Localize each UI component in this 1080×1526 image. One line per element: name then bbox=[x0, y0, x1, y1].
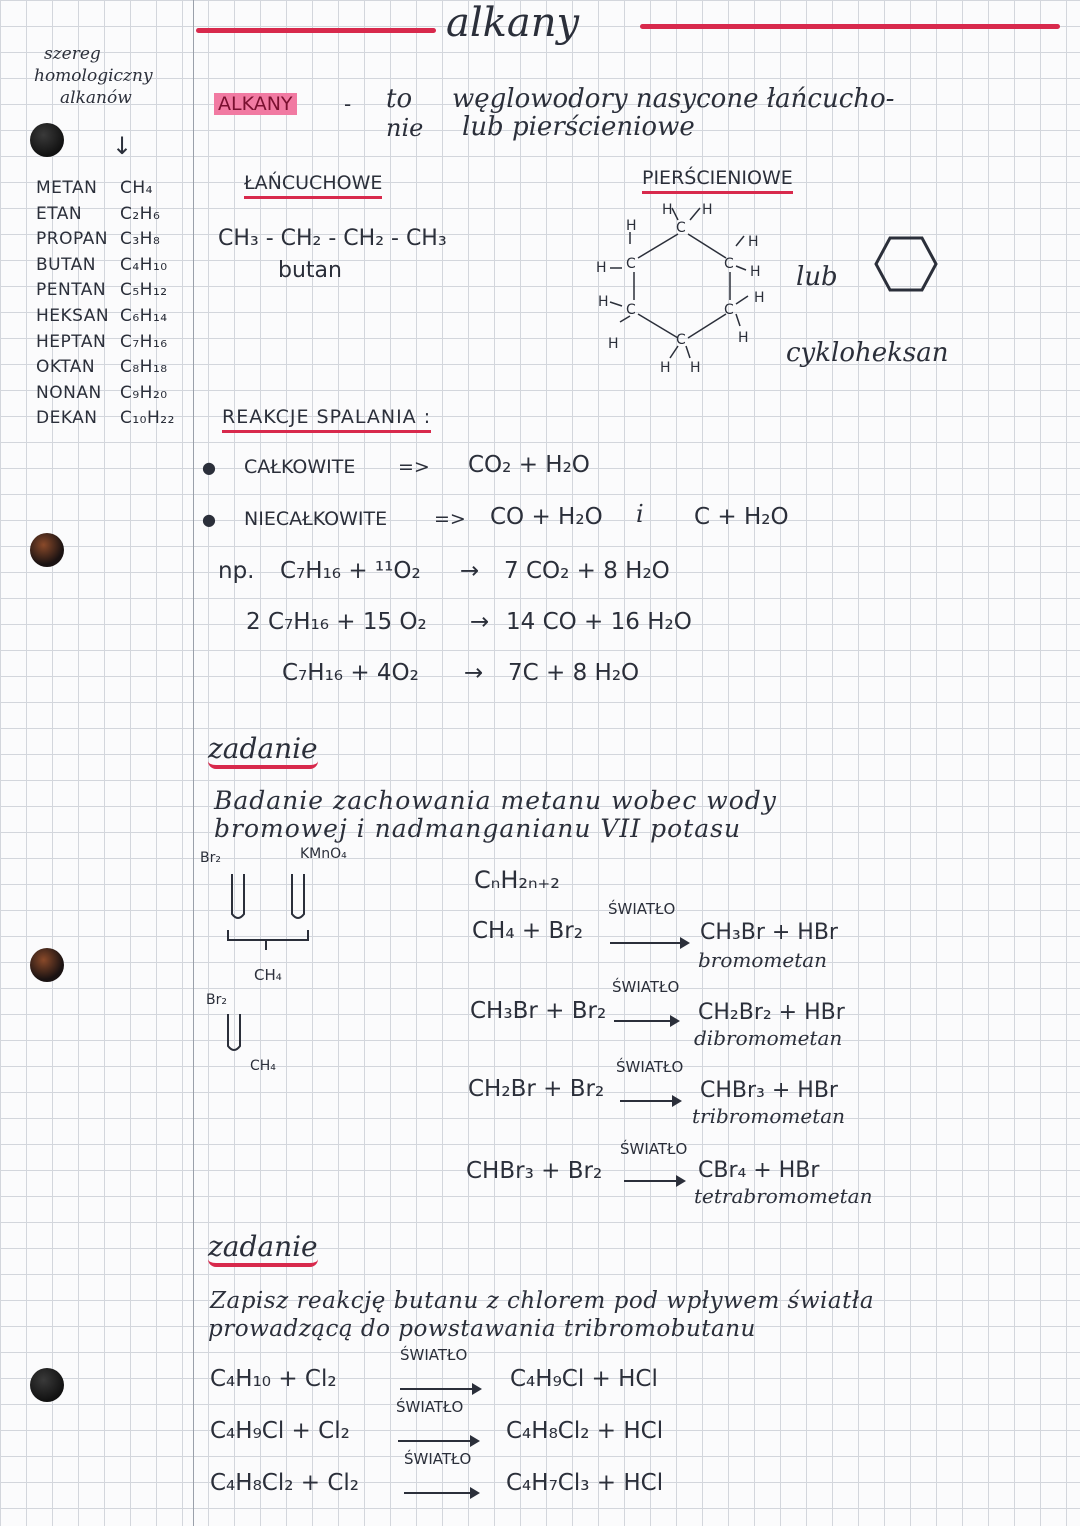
reaction-left: C₄H₉Cl + Cl₂ bbox=[210, 1418, 350, 1444]
reaction-row bbox=[210, 1450, 730, 1506]
eq1-left: C₇H₁₆ + ¹¹O₂ bbox=[280, 558, 421, 584]
ring-atom-h: H bbox=[662, 202, 673, 218]
product-name: dibromometan bbox=[694, 1026, 843, 1050]
reaction-row bbox=[472, 896, 892, 972]
cyclohexane-structural-diagram bbox=[590, 196, 780, 380]
binder-hole bbox=[30, 123, 64, 157]
sketch-br2b-label: Br₂ bbox=[206, 992, 227, 1008]
chain-heading: ŁAŃCUCHOWE bbox=[244, 172, 382, 199]
margin-line bbox=[193, 0, 194, 1526]
list-item: ETAN C₂H₆ bbox=[36, 203, 161, 224]
term-alkany: ALKANY bbox=[214, 93, 297, 115]
eq2-left: 2 C₇H₁₆ + 15 O₂ bbox=[246, 609, 427, 635]
light-label: ŚWIATŁO bbox=[620, 1140, 688, 1158]
eq1-right: 7 CO₂ + 8 H₂O bbox=[504, 558, 670, 584]
ring-atom-c: C bbox=[676, 332, 686, 348]
eq2-right: 14 CO + 16 H₂O bbox=[506, 609, 692, 635]
incomplete-products-alt: C + H₂O bbox=[694, 504, 789, 530]
reaction-right: C₄H₇Cl₃ + HCl bbox=[506, 1470, 664, 1496]
task1-text-line2: bromowej i nadmanganianu VII potasu bbox=[214, 814, 742, 843]
ring-atom-c: C bbox=[724, 302, 734, 318]
reaction-left: C₄H₁₀ + Cl₂ bbox=[210, 1366, 337, 1392]
reaction-left: CH₂Br + Br₂ bbox=[468, 1076, 605, 1102]
combustion-heading: REAKCJE SPALANIA : bbox=[222, 406, 431, 433]
sketch-kmno4-label: KMnO₄ bbox=[300, 846, 347, 862]
reaction-right: CH₂Br₂ + HBr bbox=[698, 1000, 845, 1025]
arrow-icon bbox=[398, 1430, 478, 1449]
list-item: NONAN C₉H₂₀ bbox=[36, 382, 168, 403]
list-item: METAN CH₄ bbox=[36, 178, 153, 198]
arrow-icon bbox=[624, 1170, 684, 1189]
incomplete-label: NIECAŁKOWITE bbox=[244, 508, 388, 530]
hexagon-icon bbox=[874, 234, 938, 294]
incomplete-arrow: => bbox=[434, 508, 466, 530]
cyclohexane-label: cykloheksan bbox=[786, 338, 949, 368]
ring-atom-h: H bbox=[660, 360, 671, 376]
complete-products: CO₂ + H₂O bbox=[468, 452, 590, 478]
ring-atom-h: H bbox=[748, 234, 759, 250]
reaction-left: CH₃Br + Br₂ bbox=[470, 998, 607, 1024]
bullet-icon: ● bbox=[202, 510, 216, 529]
ring-atom-c: C bbox=[676, 220, 686, 236]
reaction-row bbox=[210, 1398, 730, 1454]
reaction-right: CHBr₃ + HBr bbox=[700, 1078, 838, 1103]
ring-atom-h: H bbox=[626, 218, 637, 234]
ring-atom-h: H bbox=[702, 202, 713, 218]
eq3-right: 7C + 8 H₂O bbox=[508, 660, 640, 686]
arrow-icon bbox=[610, 932, 688, 951]
task2-text-line2: prowadzącą do powstawania tribromobutanu bbox=[208, 1316, 756, 1342]
butane-structural-formula: CH₃ - CH₂ - CH₂ - CH₃ bbox=[218, 226, 447, 251]
or-label: lub bbox=[796, 262, 838, 292]
eq3-left: C₇H₁₆ + 4O₂ bbox=[282, 660, 419, 686]
title-rule-right bbox=[640, 24, 1060, 29]
incomplete-products: CO + H₂O bbox=[490, 504, 603, 530]
task1-text-line1: Badanie zachowania metanu wobec wody bbox=[214, 786, 777, 815]
title-rule-left bbox=[196, 28, 436, 33]
eq3-arrow: → bbox=[464, 660, 484, 686]
ring-atom-h: H bbox=[596, 260, 607, 276]
sketch-br2-label: Br₂ bbox=[200, 850, 221, 866]
complete-arrow: => bbox=[398, 456, 430, 478]
definition-dash: - bbox=[344, 92, 352, 116]
light-label: ŚWIATŁO bbox=[400, 1346, 468, 1364]
reaction-left: CH₄ + Br₂ bbox=[472, 918, 583, 944]
ring-atom-h: H bbox=[754, 290, 765, 306]
reaction-left: CHBr₃ + Br₂ bbox=[466, 1158, 603, 1184]
eq1-arrow: → bbox=[460, 558, 480, 584]
and-label: i bbox=[636, 500, 644, 528]
margin-note-line1: szereg bbox=[44, 44, 101, 64]
definition-nie: nie bbox=[386, 114, 424, 142]
sketch-ch4-label: CH₄ bbox=[254, 966, 282, 984]
ring-atom-c: C bbox=[626, 302, 636, 318]
bullet-icon: ● bbox=[202, 458, 216, 477]
ring-atom-h: H bbox=[750, 264, 761, 280]
list-item: PENTAN C₅H₁₂ bbox=[36, 280, 168, 301]
reaction-row bbox=[466, 1138, 906, 1218]
example-prefix: np. bbox=[218, 558, 255, 584]
binder-hole bbox=[30, 533, 64, 567]
arrow-icon bbox=[614, 1010, 678, 1029]
arrow-icon bbox=[400, 1378, 480, 1397]
light-label: ŚWIATŁO bbox=[616, 1058, 684, 1076]
light-label: ŚWIATŁO bbox=[396, 1398, 464, 1416]
reaction-row bbox=[468, 1056, 888, 1126]
complete-label: CAŁKOWITE bbox=[244, 456, 356, 478]
reaction-left: C₄H₈Cl₂ + Cl₂ bbox=[210, 1470, 360, 1496]
list-item: HEPTAN C₇H₁₆ bbox=[36, 331, 168, 352]
arrow-icon bbox=[620, 1090, 680, 1109]
definition-text-line1: węglowodory nasycone łańcucho- bbox=[452, 84, 895, 114]
list-item: DEKAN C₁₀H₂₂ bbox=[36, 408, 175, 429]
definition-text-line2: lub pierścieniowe bbox=[462, 112, 695, 142]
ring-atom-h: H bbox=[608, 336, 619, 352]
light-label: ŚWIATŁO bbox=[612, 978, 680, 996]
eq2-arrow: → bbox=[470, 609, 490, 635]
list-item: OKTAN C₈H₁₈ bbox=[36, 357, 168, 378]
task1-heading: zadanie bbox=[208, 732, 318, 769]
reaction-row bbox=[210, 1346, 730, 1402]
ring-atom-h: H bbox=[738, 330, 749, 346]
reaction-row bbox=[470, 976, 890, 1050]
product-name: bromometan bbox=[698, 948, 828, 972]
margin-note-line2: homologiczny bbox=[34, 66, 153, 86]
page-title: alkany bbox=[446, 0, 580, 46]
arrow-icon bbox=[404, 1482, 478, 1501]
alkane-series-list bbox=[36, 176, 186, 432]
light-label: ŚWIATŁO bbox=[404, 1450, 472, 1468]
definition-to: to bbox=[386, 84, 413, 114]
light-label: ŚWIATŁO bbox=[608, 900, 676, 918]
reaction-right: C₄H₉Cl + HCl bbox=[510, 1366, 658, 1392]
ring-atom-h: H bbox=[598, 294, 609, 310]
ring-atom-h: H bbox=[690, 360, 701, 376]
alkane-general-formula: CₙH₂ₙ₊₂ bbox=[474, 866, 560, 894]
ring-atom-c: C bbox=[626, 256, 636, 272]
task2-text-line1: Zapisz reakcję butanu z chlorem pod wpływem światła bbox=[210, 1288, 875, 1314]
list-item: PROPAN C₃H₈ bbox=[36, 229, 161, 250]
product-name: tetrabromometan bbox=[694, 1184, 873, 1208]
list-item: HEKSAN C₆H₁₄ bbox=[36, 305, 168, 326]
ring-heading: PIERŚCIENIOWE bbox=[642, 167, 793, 194]
reaction-right: C₄H₈Cl₂ + HCl bbox=[506, 1418, 664, 1444]
reaction-right: CBr₄ + HBr bbox=[698, 1158, 820, 1183]
binder-hole bbox=[30, 1368, 64, 1402]
task2-heading: zadanie bbox=[208, 1230, 318, 1267]
ring-atom-c: C bbox=[724, 256, 734, 272]
product-name: tribromometan bbox=[692, 1104, 846, 1128]
sketch-ch4b-label: CH₄ bbox=[250, 1058, 276, 1074]
margin-note-line3: alkanów bbox=[60, 88, 132, 108]
binder-hole bbox=[30, 948, 64, 982]
butane-label: butan bbox=[278, 258, 342, 283]
down-arrow-icon: ↓ bbox=[112, 132, 133, 160]
test-tube-sketch-icon bbox=[222, 1010, 262, 1060]
reaction-right: CH₃Br + HBr bbox=[700, 920, 838, 945]
list-item: BUTAN C₄H₁₀ bbox=[36, 254, 168, 275]
test-tubes-sketch-icon bbox=[220, 864, 320, 954]
